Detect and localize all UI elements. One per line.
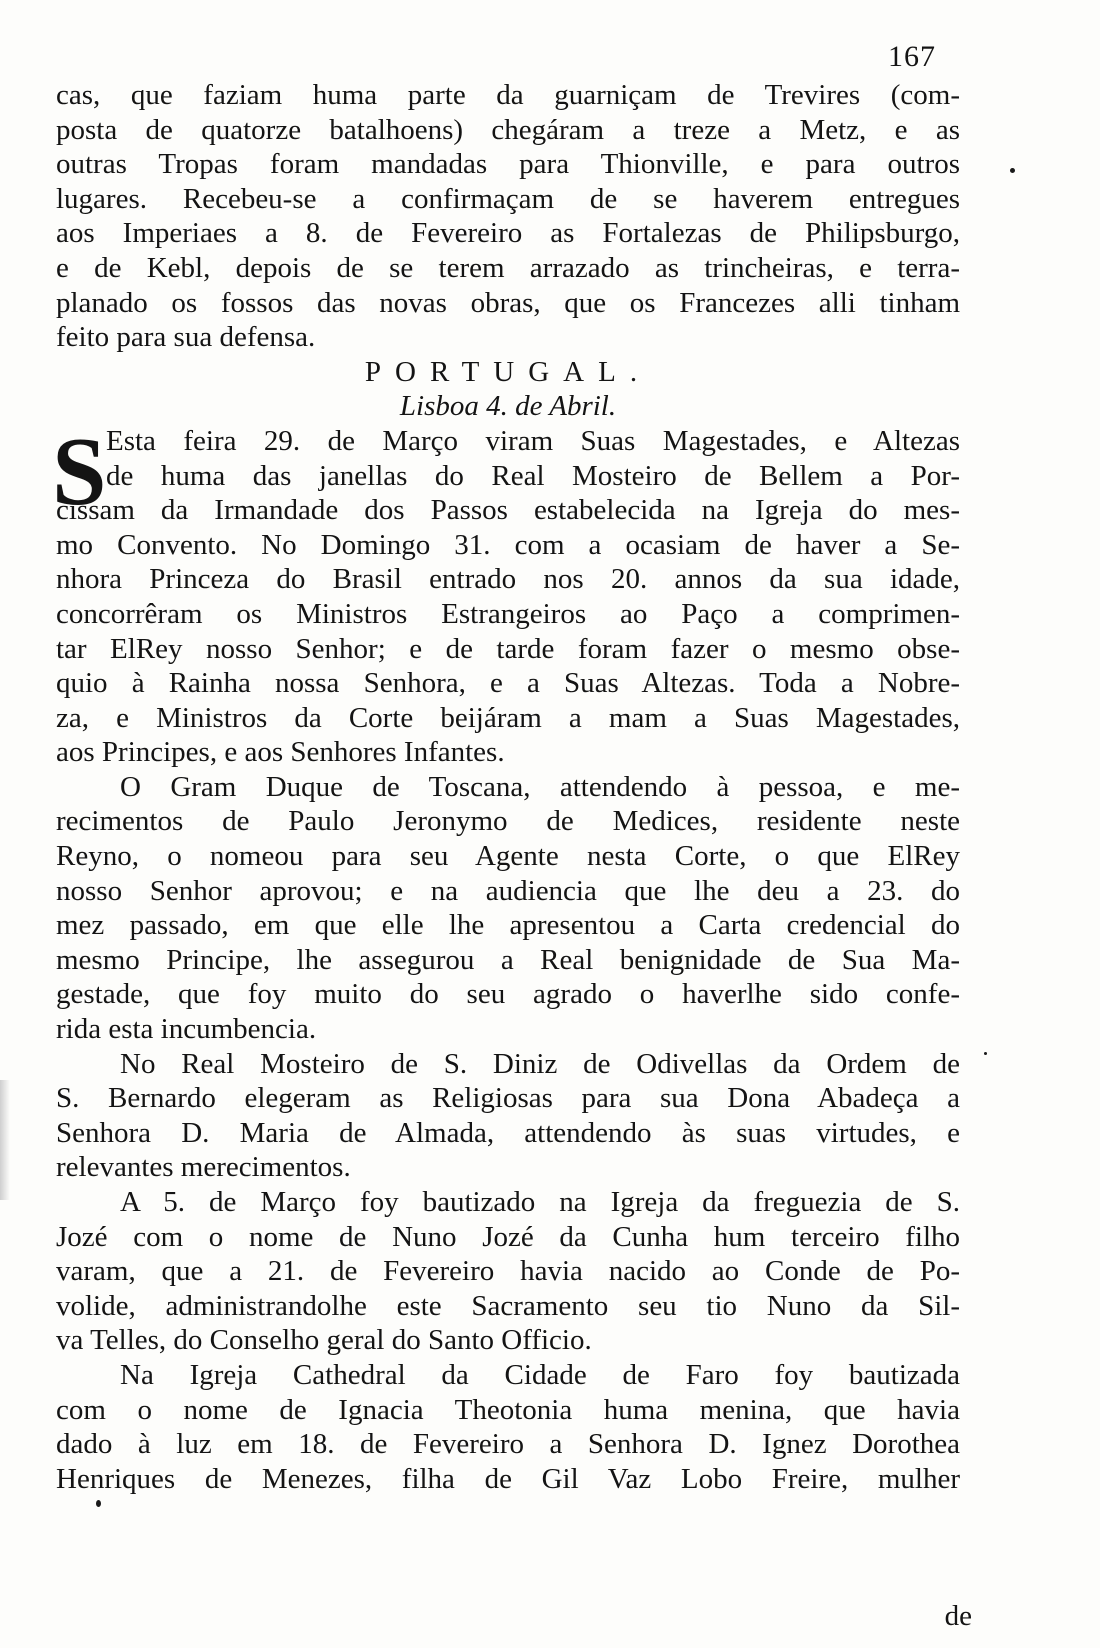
text-line: va Telles, do Conselho geral do Santo Officio. [56,1324,592,1357]
text-line: feito para sua defensa. [56,321,316,354]
text-line: No Real Mosteiro de S. Diniz de Odivellas da Ordem de [120,1047,960,1080]
text-line: aos Principes, e aos Senhores Infantes. [56,736,505,769]
text-line: dado à luz em 18. de Fevereiro a Senhora D. Ignez Dorothea [56,1428,960,1461]
text-line: gestade, que foy muito do seu agrado o haverlhe sido confe- [56,978,960,1011]
drop-cap: S [52,417,107,526]
text-line: Esta feira 29. de Março viram Suas Magestades, e Altezas [106,424,960,457]
text-line: cissam da Irmandade dos Passos estabelecida na Igreja do mes- [56,494,960,527]
text-line: A 5. de Março foy bautizado na Igreja da freguezia de S. [120,1186,960,1218]
text-line: quio à Rainha nossa Senhora, e a Suas Altezas. Toda a Nobre- [56,667,960,700]
text-line: outras Tropas foram mandadas para Thionville, e para outros [56,148,960,181]
text-line: nhora Princeza do Brasil entrado nos 20. annos da sua idade, [56,563,960,596]
text-line: Senhora D. Maria de Almada, attendendo às suas virtudes, e [56,1116,960,1149]
text-line: mo Convento. No Domingo 31. com a ocasiam de haver a Se- [56,528,960,561]
text-line: S. Bernardo elegeram as Religiosas para sua Dona Abadeça a [56,1082,960,1115]
text-line: aos Imperiaes a 8. de Fevereiro as Fortalezas de Philipsburgo, [56,217,960,250]
text-line: varam, que a 21. de Fevereiro havia nacido ao Conde de Po- [56,1255,960,1288]
ink-speck [96,1500,101,1507]
text-line: Reyno, o nomeou para seu Agente nesta Corte, o que ElRey [56,840,960,873]
text-line: za, e Ministros da Corte beijáram a mam a Suas Magestades, [56,701,960,734]
text-line: e de Kebl, depois de se terem arrazado as trincheiras, e terra- [56,251,960,284]
article-text [52,78,960,1496]
text-line: nosso Senhor aprovou; e na audiencia que lhe deu a 23. do [56,874,960,907]
text-line: de huma das janellas do Real Mosteiro de Bellem a Por- [106,459,960,492]
text-line: rida esta incumbencia. [56,1013,317,1046]
ink-speck [1010,168,1015,173]
text-line: volide, administrandolhe este Sacramento seu tio Nuno da Sil- [56,1289,960,1322]
page-edge-shadow [0,1080,10,1200]
catchword: de [944,1600,972,1632]
text-line: mesmo Principe, lhe assegurou a Real benignidade de Sua Ma- [56,943,960,976]
text-line: cas, que faziam huma parte da guarniçam de Trevires (com- [56,79,960,111]
text-line: Na Igreja Cathedral da Cidade de Faro foy bautizada [120,1358,960,1391]
text-line: posta de quatorze batalhoens) chegáram a treze a Metz, e as [56,113,960,146]
paragraph-dropcap [52,417,960,770]
text-line: relevantes merecimentos. [56,1151,351,1184]
text-line: planado os fossos das novas obras, que os Francezes alli tinham [56,286,960,319]
text-line: Henriques de Menezes, filha de Gil Vaz Lobo Freire, mulher [56,1462,960,1495]
text-line: mez passado, em que elle lhe apresentou a Carta credencial do [56,909,960,942]
text-line: Jozé com o nome de Nuno Jozé da Cunha hum terceiro filho [56,1220,960,1253]
text-line: O Gram Duque de Toscana, attendendo à pessoa, e me- [120,770,960,803]
dateline: Lisboa 4. de Abril. [399,390,617,423]
page-number: 167 [888,40,936,73]
ink-speck [984,1052,987,1055]
text-line: lugares. Recebeu-se a confirmaçam de se haverem entregues [56,182,960,215]
text-line: concorrêram os Ministros Estrangeiros ao Paço a comprimen- [56,597,960,630]
section-heading: PORTUGAL. [364,355,652,388]
text-line: tar ElRey nosso Senhor; e de tarde foram fazer o mesmo obse- [56,632,960,665]
text-line: recimentos de Paulo Jeronymo de Medices, residente neste [56,805,960,838]
text-line: com o nome de Ignacia Theotonia huma menina, que havia [56,1393,960,1426]
